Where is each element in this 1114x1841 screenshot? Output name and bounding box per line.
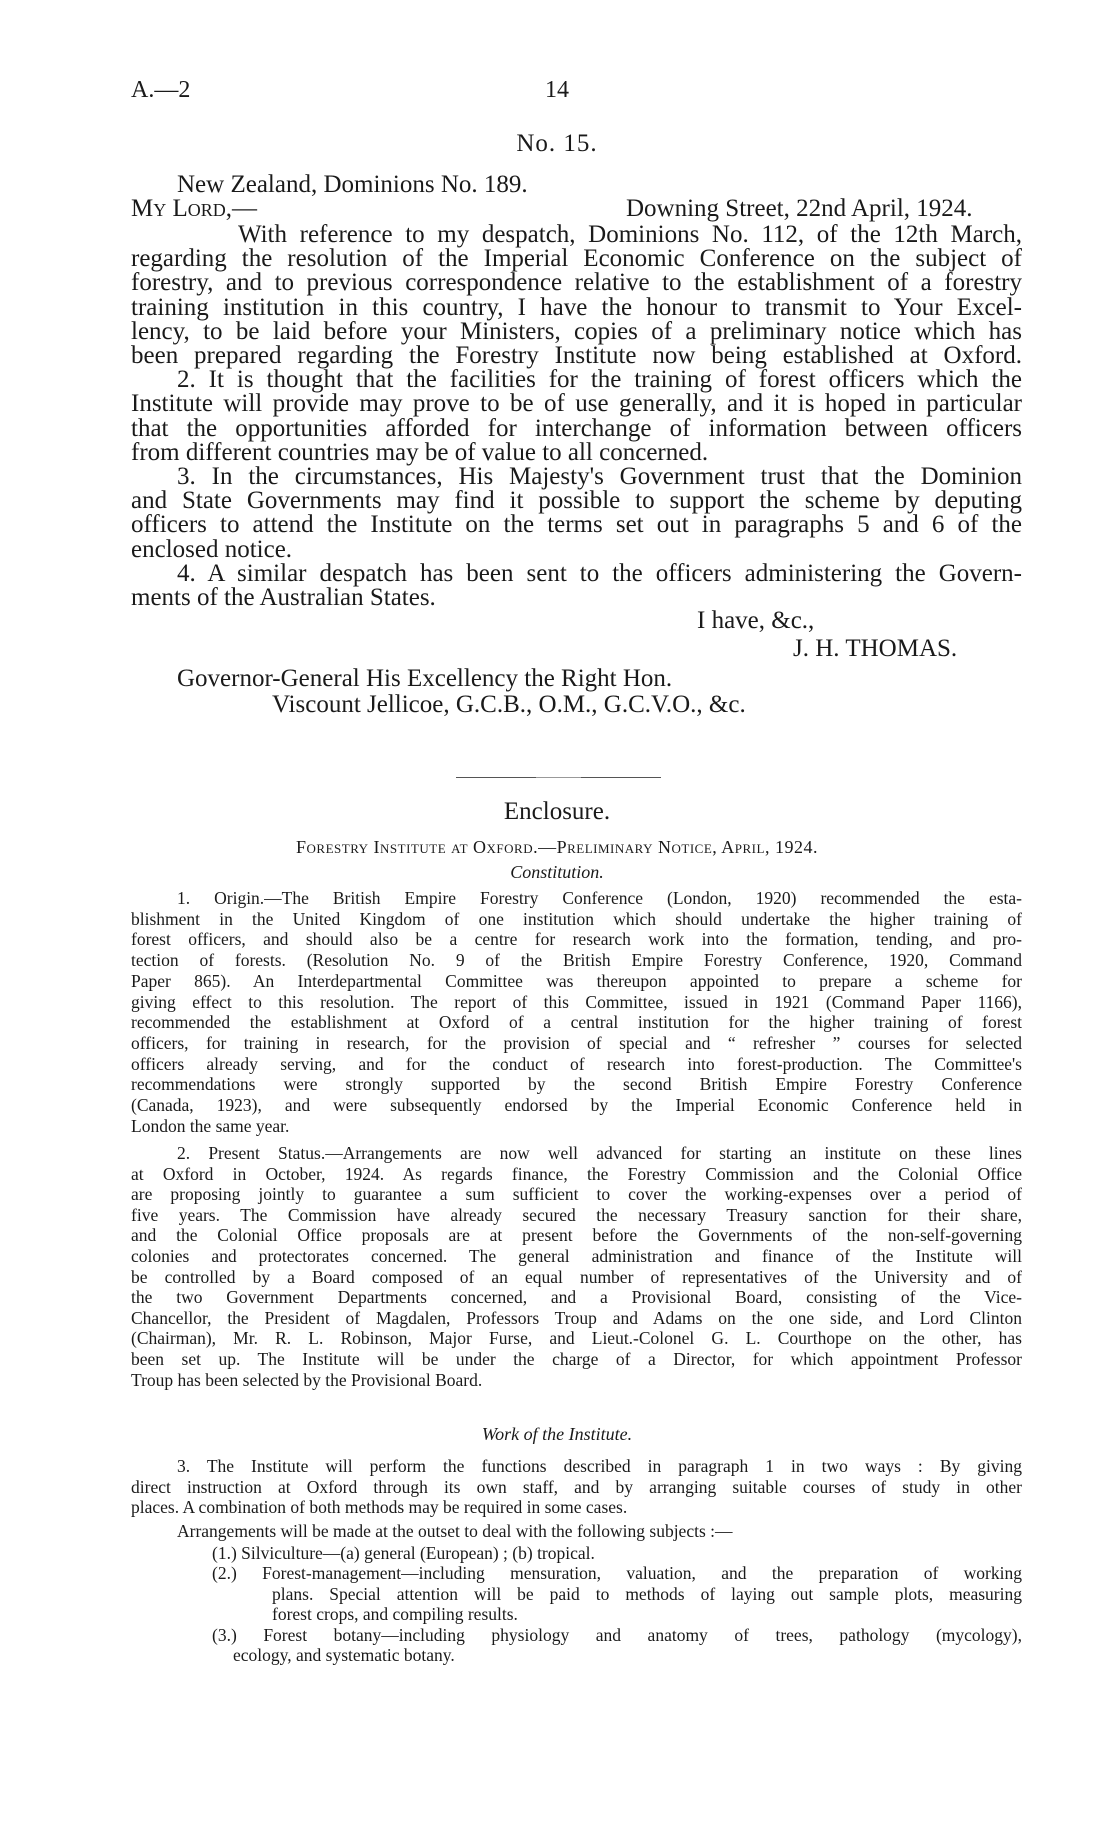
despatch-line: enclosed notice. — [131, 535, 293, 563]
subject-item: (1.) Silviculture—(a) general (European) ; (b) tropical. — [212, 1543, 595, 1563]
salutation: My Lord,— — [131, 195, 258, 222]
addressee-line-1: Governor-General His Excellency the Right Hon. — [177, 665, 673, 692]
enclosure-title: Forestry Institute at Oxford.—Preliminary Notice, April, 1924. — [296, 837, 818, 857]
status-line: Chancellor, the President of Magdalen, Professors Troup and Adams on the one side, and Lord Clinton — [131, 1307, 1022, 1328]
status-line: (Chairman), Mr. R. L. Robinson, Major Furse, and Lieut.-Colonel G. L. Courthope on the other, has — [131, 1328, 1022, 1349]
origin-line: London the same year. — [131, 1115, 290, 1136]
despatch-line: ments of the Australian States. — [131, 584, 436, 611]
signature: J. H. THOMAS. — [793, 635, 958, 662]
addressee-line-2: Viscount Jellicoe, G.C.B., O.M., G.C.V.O., &c. — [272, 691, 746, 718]
subject-item: (2.) Forest-management—including mensuration, valuation, and the preparation of working — [212, 1563, 1022, 1584]
subheading-work: Work of the Institute. — [481, 1424, 633, 1444]
origin-line: officers, for training in research, for the provision of special and “ refresher ” courses for selected — [131, 1032, 1022, 1053]
despatch-line: regarding the resolution of the Imperial Economic Conference on the subject of — [131, 245, 1022, 273]
origin-line: Paper 865). An Interdepartmental Committee was thereupon appointed to prepare a scheme for — [131, 970, 1022, 991]
origin-line: blishment in the United Kingdom of one institution which should undertake the higher training of — [131, 908, 1022, 929]
despatch-line: With reference to my despatch, Dominions No. 112, of the 12th March, — [238, 221, 1022, 248]
origin-line: forest officers, and should also be a centre for research work into the formation, tending, and pro- — [131, 929, 1022, 950]
closing: I have, &c., — [697, 607, 815, 634]
despatch-line: that the opportunities afforded for interchange of information between officers — [131, 414, 1022, 442]
status-line: are proposing jointly to guarantee a sum sufficient to cover the working-expenses over a period of — [131, 1184, 1022, 1205]
despatch-reference: New Zealand, Dominions No. 189. — [177, 171, 528, 198]
subject-item: ecology, and systematic botany. — [233, 1645, 455, 1665]
origin-line: officers already serving, and for the conduct of research into forest-production. The Committee's — [131, 1053, 1022, 1074]
despatch-line: 2. It is thought that the facilities for the training of forest officers which the — [177, 366, 1022, 394]
section-divider-centre — [536, 777, 581, 778]
status-line: be controlled by a Board composed of an equal number of representatives of the University and of — [131, 1266, 1022, 1287]
origin-line: tection of forests. (Resolution No. 9 of the British Empire Forestry Conference, 1920, Command — [131, 950, 1022, 971]
status-line: been set up. The Institute will be under the charge of a Director, for which appointment Professor — [131, 1349, 1022, 1369]
work-line: direct instruction at Oxford through its own staff, and by arranging suitable courses of study in other — [131, 1476, 1022, 1497]
despatch-line: forestry, and to previous correspondence relative to the establishment of a forestry — [131, 269, 1022, 297]
status-line: five years. The Commission have already secured the necessary Treasury sanction for their share, — [131, 1204, 1022, 1225]
origin-line: recommended the establishment at Oxford of a central institution for the higher training of forest — [131, 1012, 1022, 1033]
status-line: Troup has been selected by the Provisional Board. — [131, 1369, 483, 1390]
subheading-constitution: Constitution. — [510, 862, 604, 882]
status-line: the two Government Departments concerned, and a Provisional Board, consisting of the Vice- — [131, 1287, 1022, 1308]
work-line: 3. The Institute will perform the functions described in paragraph 1 in two ways : By giving — [177, 1456, 1022, 1476]
despatch-line: Institute will provide may prove to be of use generally, and it is hoped in particular — [131, 390, 1022, 418]
status-line: and the Colonial Office proposals are at present before the Governments of the non-self-governing — [131, 1225, 1022, 1246]
subject-item: plans. Special attention will be paid to methods of laying out sample plots, measuring — [272, 1583, 1022, 1604]
despatch-line: training institution in this country, I have the honour to transmit to Your Excel- — [131, 293, 1022, 321]
despatch-line: 3. In the circumstances, His Majesty's Government trust that the Dominion — [177, 463, 1022, 490]
origin-line: recommendations were strongly supported by the second British Empire Forestry Conference — [131, 1074, 1022, 1095]
page-reference: A.—2 — [131, 77, 191, 103]
despatch-line: and State Governments may find it possible to support the scheme by deputing — [131, 487, 1022, 515]
origin-line: 1. Origin.—The British Empire Forestry Conference (London, 1920) recommended the esta- — [177, 888, 1022, 908]
status-line: 2. Present Status.—Arrangements are now well advanced for starting an institute on these lines — [177, 1143, 1022, 1163]
enclosure-heading: Enclosure. — [503, 798, 611, 825]
origin-line: (Canada, 1923), and were subsequently endorsed by the Imperial Economic Conference held in — [131, 1095, 1022, 1115]
work-line: places. A combination of both methods may be required in some cases. — [131, 1497, 628, 1518]
subject-item: forest crops, and compiling results. — [272, 1604, 518, 1625]
despatch-line: lency, to be laid before your Ministers, copies of a preliminary notice which has — [131, 317, 1022, 345]
status-line: at Oxford in October, 1924. As regards finance, the Forestry Commission and the Colonial Office — [131, 1163, 1022, 1184]
arrangements-intro: Arrangements will be made at the outset to deal with the following subjects :— — [177, 1521, 733, 1541]
place-date: Downing Street, 22nd April, 1924. — [626, 195, 973, 222]
origin-line: giving effect to this resolution. The report of this Committee, issued in 1921 (Command Paper 1166), — [131, 991, 1022, 1012]
despatch-line: 4. A similar despatch has been sent to the officers administering the Govern- — [177, 559, 1022, 587]
despatch-line: been prepared regarding the Forestry Institute now being established at Oxford. — [131, 342, 1022, 369]
subject-item: (3.) Forest botany—including physiology and anatomy of trees, pathology (mycology), — [212, 1624, 1022, 1645]
despatch-line: from different countries may be of value to all concerned. — [131, 438, 709, 466]
page-number: 14 — [545, 77, 569, 103]
status-line: colonies and protectorates concerned. The general administration and finance of the Institute will — [131, 1246, 1022, 1266]
despatch-line: officers to attend the Institute on the terms set out in paragraphs 5 and 6 of the — [131, 511, 1022, 539]
despatch-number: No. 15. — [516, 130, 598, 157]
